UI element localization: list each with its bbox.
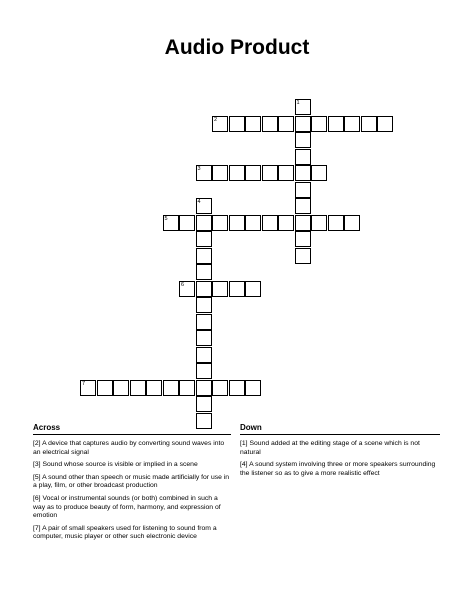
grid-cell[interactable] [196,396,212,412]
grid-cell[interactable] [196,347,212,363]
grid-cell[interactable] [179,215,195,231]
grid-cell[interactable] [229,281,245,297]
clue-text: A sound other than speech or music made artificially for use in a play, film, or other broadcast production [33,473,230,490]
across-clue [33,525,231,542]
grid-cell[interactable] [196,297,212,313]
clue-ref: [1] [240,440,248,447]
clue-number: 3 [197,166,201,172]
down-divider [240,434,440,435]
grid-cell[interactable] [163,215,179,231]
grid-cell[interactable] [196,281,212,297]
grid-cell[interactable] [262,165,278,181]
grid-cell[interactable] [163,380,179,396]
grid-cell[interactable] [311,116,327,132]
down-clue [240,461,440,478]
down-heading: Down [240,423,262,432]
clue-text: Sound whose source is visible or implied in a scene [40,461,198,469]
across-clue [33,461,231,470]
grid-cell[interactable] [212,165,228,181]
grid-cell[interactable] [311,215,327,231]
across-divider [33,434,231,435]
grid-cell[interactable] [245,380,261,396]
grid-cell[interactable] [278,116,294,132]
grid-cell[interactable] [212,116,228,132]
grid-cell[interactable] [295,165,311,181]
across-heading: Across [33,423,61,432]
across-clue [33,474,231,491]
grid-cell[interactable] [245,116,261,132]
grid-cell[interactable] [196,264,212,280]
grid-cell[interactable] [377,116,393,132]
grid-cell[interactable] [196,330,212,346]
clue-number: 5 [164,215,168,222]
grid-cell[interactable] [196,363,212,379]
grid-cell[interactable] [295,215,311,231]
grid-cell[interactable] [295,231,311,247]
grid-cell[interactable] [229,116,245,132]
grid-cell[interactable] [328,116,344,132]
clue-text: A device that captures audio by converting sound waves into an electrical signal [33,440,225,456]
down-clues [240,440,440,482]
grid-cell[interactable] [295,248,311,264]
across-clue [33,495,231,521]
grid-cell[interactable] [295,149,311,165]
clue-number: 2 [214,116,218,123]
grid-cell[interactable] [245,281,261,297]
grid-cell[interactable] [229,165,245,181]
grid-cell[interactable] [311,165,327,181]
grid-cell[interactable] [196,380,212,396]
grid-cell[interactable] [179,380,195,396]
grid-cell[interactable] [245,215,261,231]
grid-cell[interactable] [146,380,162,396]
grid-cell[interactable] [196,198,212,214]
clue-number: 1 [296,100,300,106]
grid-cell[interactable] [328,215,344,231]
grid-cell[interactable] [196,215,212,231]
grid-cell[interactable] [295,99,311,115]
clue-ref: [7] [33,524,41,532]
clue-text: A pair of small speakers used for listening to sound from a computer, music player or other such electronic device [33,524,217,541]
grid-cell[interactable] [295,116,311,132]
clue-ref: [4] [240,461,248,469]
grid-cell[interactable] [113,380,129,396]
grid-cell[interactable] [196,165,212,181]
clue-ref: [2] [33,440,41,447]
clue-number: 7 [82,380,86,387]
clue-text: Sound added at the editing stage of a scene which is not natural [240,440,420,456]
clue-ref: [3] [33,461,41,469]
grid-cell[interactable] [80,380,96,396]
grid-cell[interactable] [212,281,228,297]
grid-cell[interactable] [212,380,228,396]
grid-cell[interactable] [295,132,311,148]
clue-ref: [5] [33,473,41,481]
grid-cell[interactable] [196,248,212,264]
clue-text: A sound system involving three or more speakers surrounding the listener so as to give a more realistic effect [240,461,436,477]
grid-cell[interactable] [196,314,212,330]
grid-cell[interactable] [262,215,278,231]
grid-cell[interactable] [295,198,311,214]
across-clue [33,440,231,457]
grid-cell[interactable] [361,116,377,132]
grid-cell[interactable] [179,281,195,297]
grid-cell[interactable] [278,165,294,181]
grid-cell[interactable] [278,215,294,231]
grid-cell[interactable] [295,182,311,198]
grid-cell[interactable] [262,116,278,132]
grid-cell[interactable] [229,215,245,231]
grid-cell[interactable] [245,165,261,181]
grid-cell[interactable] [212,215,228,231]
grid-cell[interactable] [196,413,212,429]
down-clue [240,440,440,457]
puzzle-title: Audio Product [164,36,310,59]
grid-cell[interactable] [196,231,212,247]
clue-number: 6 [181,281,185,288]
clue-ref: [6] [33,494,41,502]
clue-text: Vocal or instrumental sounds (or both) combined in such a way as to produce beauty of form, harmony, and expression of emotion [33,494,221,520]
grid-cell[interactable] [344,116,360,132]
across-clues [33,440,231,546]
grid-cell[interactable] [229,380,245,396]
grid-cell[interactable] [344,215,360,231]
clue-number: 4 [197,199,201,205]
grid-cell[interactable] [97,380,113,396]
grid-cell[interactable] [130,380,146,396]
